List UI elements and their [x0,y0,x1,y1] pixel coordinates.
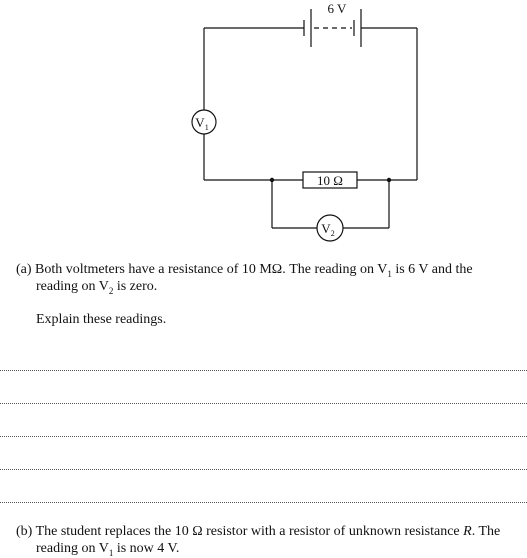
question-a-prefix: (a) Both voltmeters have a resistance of 10 MΩ. The reading on V [16,262,388,277]
resistor-label: 10 Ω [317,173,343,188]
question-b-suffix: . The [471,524,501,539]
junction-dot-right [387,178,391,182]
question-a-prompt: Explain these readings. [36,312,167,327]
circuit-wires [204,28,417,228]
voltmeter-v2 [317,215,343,241]
answer-line-5[interactable] [0,502,527,503]
question-b-v1-sub: 1 [108,547,114,558]
question-a-line2-end: is zero. [113,279,158,294]
question-a-line2-start: reading on V [36,279,109,294]
question-a-v1-sub: 1 [387,268,392,279]
question-a-mid: is 6 V and the [391,262,473,277]
answer-line-3[interactable] [0,436,527,437]
question-b-prefix: (b) The student replaces the 10 Ω resistor with a resistor of unknown resistance [16,524,464,539]
voltmeter-v1-sub: 1 [204,123,209,132]
question-b-text [16,523,526,557]
question-a-line2 [16,278,521,295]
battery-label: 6 V [327,1,347,16]
question-b-line2-start: reading on V [36,541,109,556]
resistor [303,172,357,188]
junction-dot-left [270,178,274,182]
question-a-v2-sub: 2 [108,285,114,296]
question-b-symbol: R [463,524,472,539]
question-a-text [16,261,521,295]
question-b-line2 [16,540,526,557]
circuit-diagram [0,0,527,250]
question-b-line2-end: is now 4 V. [113,541,180,556]
answer-line-2[interactable] [0,403,527,404]
voltmeter-v2-letter: V [321,221,331,236]
voltmeter-v2-sub: 2 [330,229,335,238]
answer-line-1[interactable] [0,370,527,371]
voltmeter-v1 [192,110,216,134]
voltmeter-v1-letter: V [195,115,205,130]
answer-line-4[interactable] [0,469,527,470]
